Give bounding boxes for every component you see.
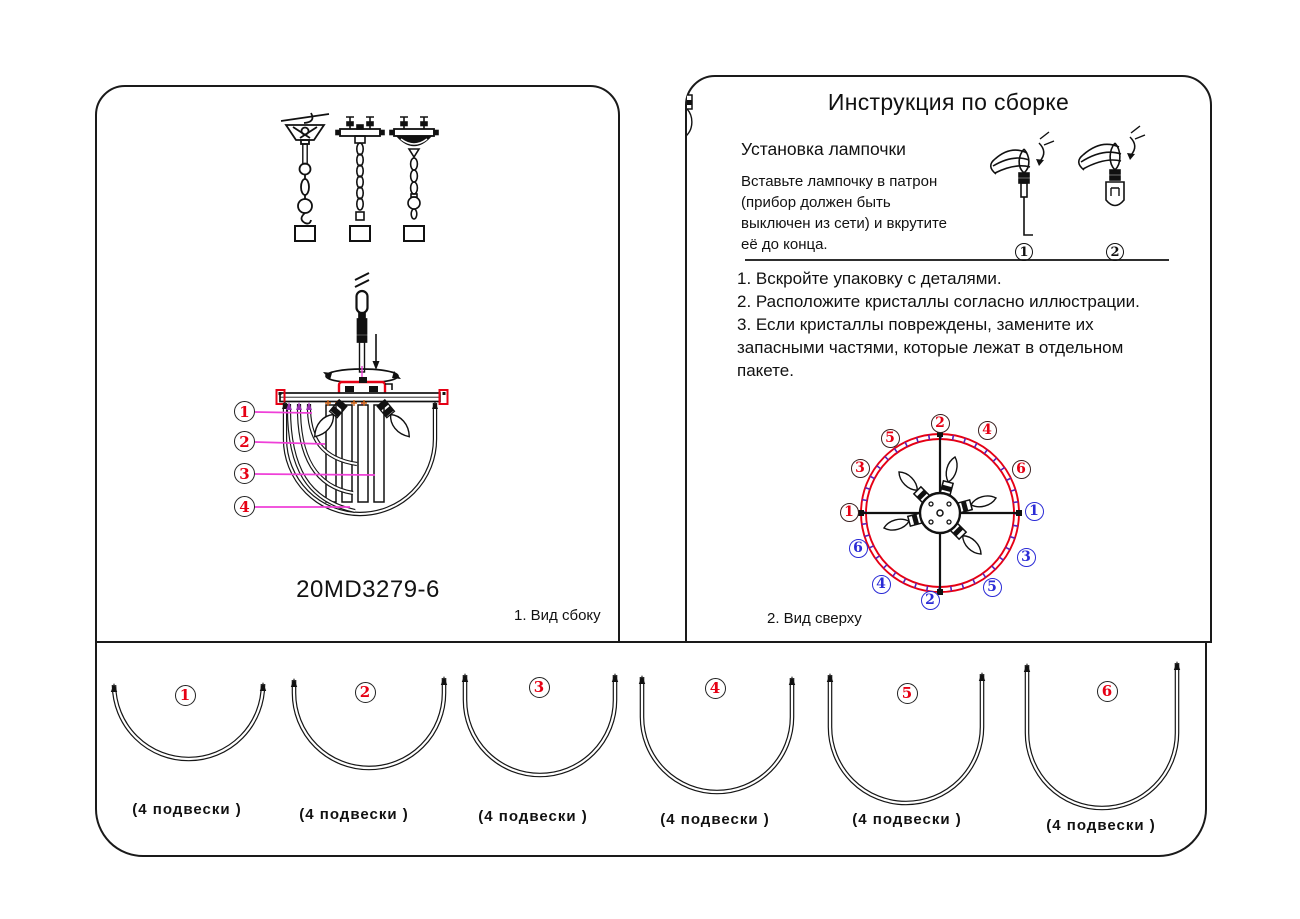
assembly-steps	[737, 267, 1207, 382]
position-label-red-6: 6	[1012, 460, 1031, 479]
step-line: 1. Вскройте упаковку с деталями.	[737, 269, 1002, 288]
figure-label-1: 1	[1015, 243, 1033, 261]
position-label-blue-1: 1	[1025, 502, 1044, 521]
hook-label-5: 5	[897, 683, 918, 704]
hook-arrow-tips	[111, 661, 1180, 692]
position-label-blue-3: 3	[1017, 548, 1036, 567]
page-title: Инструкция по сборке	[827, 89, 1070, 115]
figure-label-2: 2	[1106, 243, 1124, 261]
position-label-red-1: 1	[840, 503, 859, 522]
position-label-blue-6: 6	[849, 539, 868, 558]
body-line: её до конца.	[741, 236, 828, 253]
top-view-caption: 2. Вид сверху	[767, 610, 862, 627]
mount-option-chain	[336, 117, 384, 241]
top-view-bulb	[687, 95, 692, 135]
hook-qty-4: (4 подвески )	[660, 811, 770, 828]
part-label-2: 2	[234, 431, 255, 452]
bulb-install-figure-2	[1079, 126, 1145, 206]
mount-option-dome-chain	[390, 117, 438, 241]
side-view-panel	[95, 85, 620, 643]
step-line: 3. Если кристаллы повреждены, замените их	[737, 315, 1094, 334]
step-line: запасными частями, которые лежат в отдельном	[737, 338, 1124, 357]
hook-label-1: 1	[175, 685, 196, 706]
position-label-blue-4: 4	[872, 575, 891, 594]
hook-qty-3: (4 подвески )	[478, 808, 588, 825]
hook-qty-6: (4 подвески )	[1046, 817, 1156, 834]
position-label-red-2: 2	[931, 414, 950, 433]
body-line: Вставьте лампочку в патрон	[741, 173, 938, 190]
instructions-panel	[685, 75, 1212, 643]
part-label-4: 4	[234, 496, 255, 517]
position-label-red-5: 5	[881, 429, 900, 448]
position-label-blue-2: 2	[921, 591, 940, 610]
part-label-3: 3	[234, 463, 255, 484]
mount-option-hook	[281, 113, 329, 241]
position-label-blue-5: 5	[983, 578, 1002, 597]
hook-label-4: 4	[705, 678, 726, 699]
hook-label-2: 2	[355, 682, 376, 703]
hook-arcs	[111, 661, 1180, 808]
body-line: выключен из сети) и вкрутите	[741, 215, 947, 232]
position-label-red-3: 3	[851, 459, 870, 478]
hook-qty-2: (4 подвески )	[299, 806, 409, 823]
side-view-caption: 1. Вид сбоку	[514, 607, 601, 624]
crystal-parts-panel	[95, 641, 1207, 857]
bulb-install-figure-1	[991, 132, 1054, 235]
model-number: 20MD3279-6	[296, 576, 440, 603]
side-view-diagram	[97, 87, 622, 645]
step-line: пакете.	[737, 361, 794, 380]
step-line: 2. Расположите кристаллы согласно иллюстрации.	[737, 292, 1140, 311]
hook-label-6: 6	[1097, 681, 1118, 702]
hook-qty-5: (4 подвески )	[852, 811, 962, 828]
hook-label-3: 3	[529, 677, 550, 698]
position-label-red-4: 4	[978, 421, 997, 440]
body-line: (прибор должен быть	[741, 194, 891, 211]
hub-top-view	[920, 493, 960, 533]
part-label-1: 1	[234, 401, 255, 422]
bulb-section-heading: Установка лампочки	[741, 139, 906, 159]
hook-qty-1: (4 подвески )	[132, 801, 242, 818]
